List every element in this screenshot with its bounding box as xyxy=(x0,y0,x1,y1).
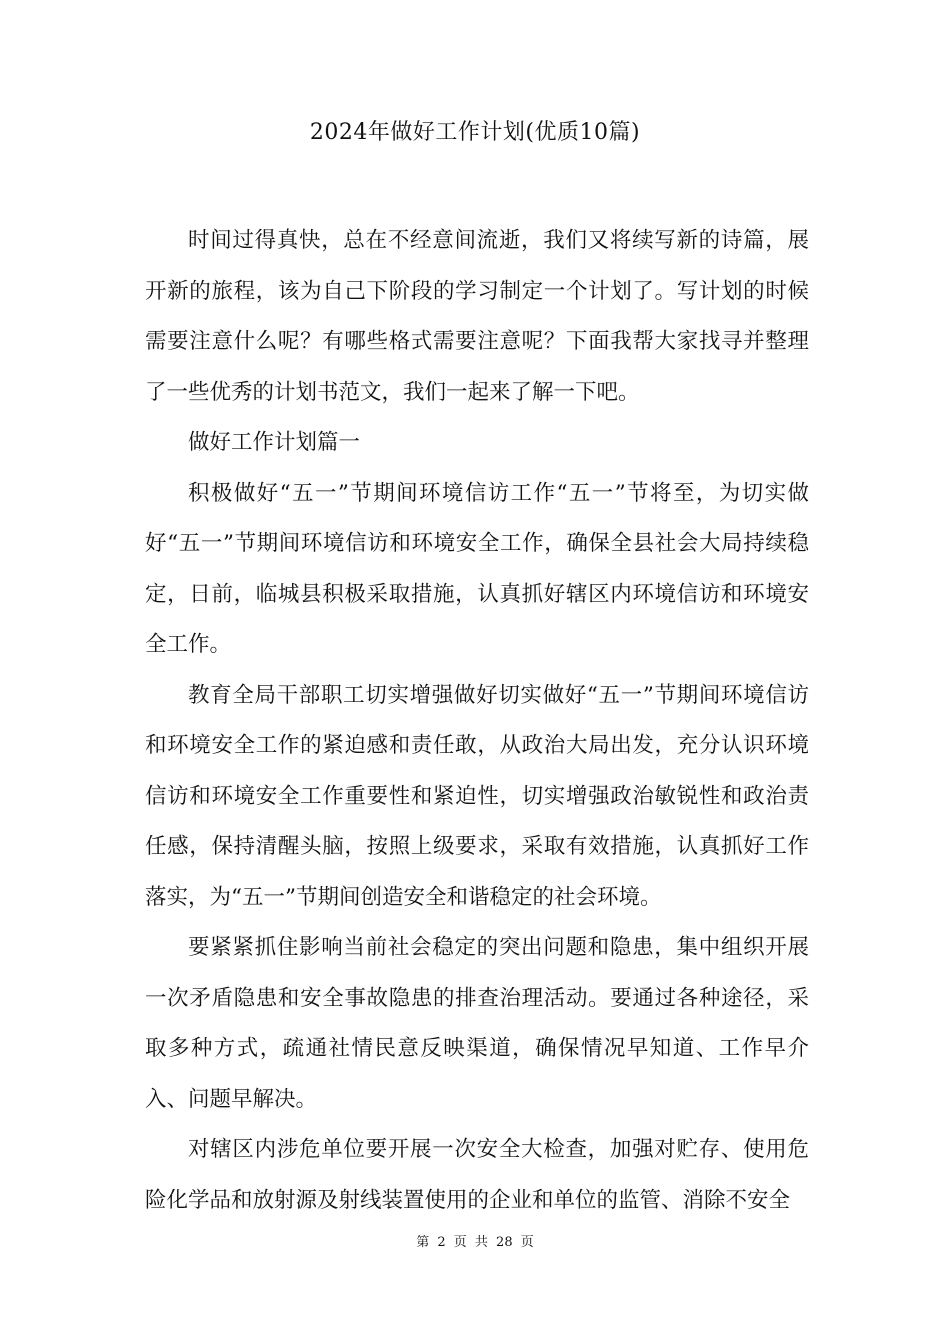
body-paragraph: 要紧紧抓住影响当前社会稳定的突出问题和隐患，集中组织开展一次矛盾隐患和安全事故隐患的排查治理活动。要通过各种途径，采取多种方式，疏通社情民意反映渠道，确保情况早知道、工作早介入、问题早解决。 xyxy=(145,935,809,1112)
body-paragraph: 积极做好“五一”节期间环境信访工作“五一”节将至，为切实做好“五一”节期间环境信访和环境安全工作，确保全县社会大局持续稳定，日前，临城县积极采取措施，认真抓好辖区内环境信访和环境安全工作。 xyxy=(145,480,809,657)
section-heading: 做好工作计划篇一 xyxy=(188,430,361,455)
document-title: 2024年做好工作计划(优质10篇) xyxy=(309,120,641,145)
page-footer: 第 2 页 共 28 页 xyxy=(416,1235,534,1250)
body-paragraph: 对辖区内涉危单位要开展一次安全大检查，加强对贮存、使用危险化学品和放射源及射线装置使用的企业和单位的监管、消除不安全 xyxy=(145,1137,809,1213)
intro-paragraph: 时间过得真快，总在不经意间流逝，我们又将续写新的诗篇，展开新的旅程，该为自己下阶段的学习制定一个计划了。写计划的时候需要注意什么呢？有哪些格式需要注意呢？下面我帮大家找寻并整理了一些优秀的计划书范文，我们一起来了解一下吧。 xyxy=(145,228,809,405)
document-body xyxy=(145,216,809,1226)
body-paragraph: 教育全局干部职工切实增强做好切实做好“五一”节期间环境信访和环境安全工作的紧迫感和责任敢，从政治大局出发，充分认识环境信访和环境安全工作重要性和紧迫性，切实增强政治敏锐性和政治责任感，保持清醒头脑，按照上级要求，采取有效措施，认真抓好工作落实，为“五一”节期间创造安全和谐稳定的社会环境。 xyxy=(145,682,809,910)
